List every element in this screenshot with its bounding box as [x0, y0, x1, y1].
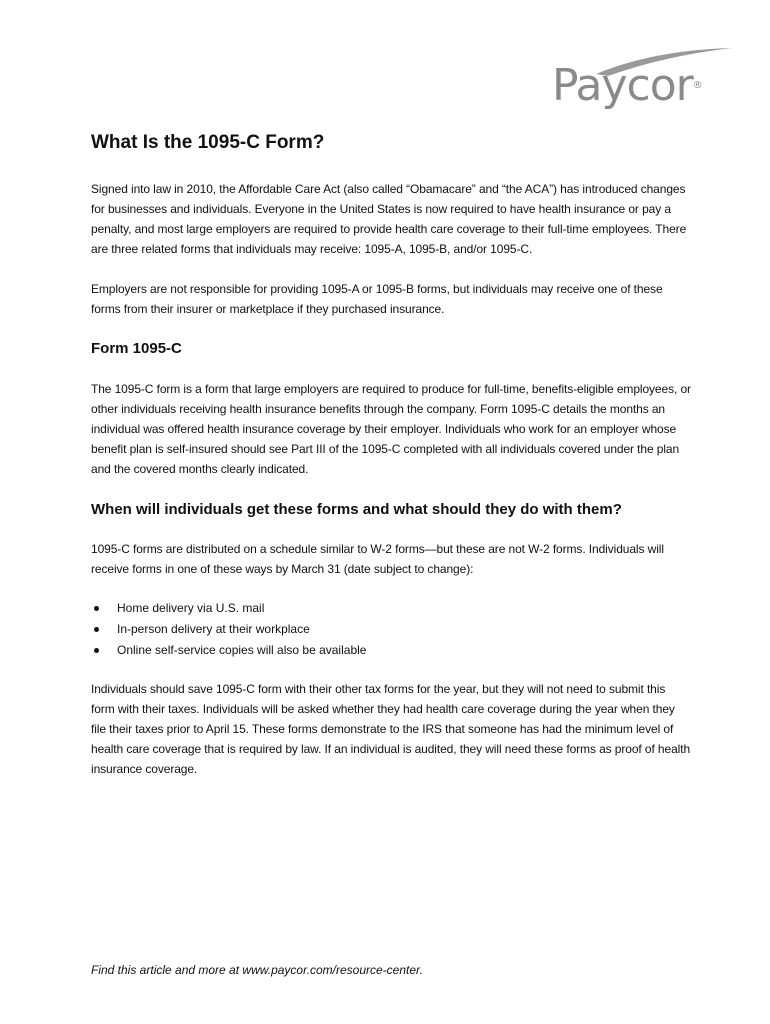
footer-note: Find this article and more at www.paycor.com/resource-center.: [91, 963, 423, 977]
when-heading: When will individuals get these forms and what should they do with them?: [91, 501, 622, 518]
delivery-methods-list: [91, 598, 691, 661]
list-item: In-person delivery at their workplace: [91, 619, 691, 640]
list-item: Online self-service copies will also be available: [91, 640, 691, 661]
article-body: [91, 130, 691, 779]
list-item: Home delivery via U.S. mail: [91, 598, 691, 619]
intro-paragraph-1: Signed into law in 2010, the Affordable Care Act (also called “Obamacare” and “the ACA”) has introduced changes for businesses and individuals. Everyone in the United States is now required to have health insurance or pay a penalty, and most large employers are required to provide health care coverage to their full-time employees. There are three related forms that individuals may receive: 1095-A, 1095-B, and/or 1095-C.: [91, 182, 687, 256]
when-paragraph: 1095-C forms are distributed on a schedule similar to W-2 forms—but these are not W-2 forms. Individuals will receive forms in one of these ways by March 31 (date subject to change):: [91, 542, 664, 576]
bullet-icon: [94, 627, 99, 632]
form-1095c-heading: Form 1095-C: [91, 340, 182, 357]
form-1095c-paragraph: The 1095-C form is a form that large employers are required to produce for full-time, benefits-eligible employees, or other individuals receiving health insurance benefits through the company. Form 1095-C details the months an individual was offered health insurance coverage by their employer. Individuals who work for an employer whose benefit plan is self-insured should see Part III of the 1095-C completed with all individuals covered under the plan and the covered months clearly indicated.: [91, 382, 691, 476]
bullet-icon: [94, 606, 99, 611]
paycor-logo: [548, 46, 738, 114]
bullet-icon: [94, 648, 99, 653]
logo-wordmark: Paycor®: [552, 60, 703, 111]
intro-paragraph-2: Employers are not responsible for providing 1095-A or 1095-B forms, but individuals may receive one of these forms from their insurer or marketplace if they purchased insurance.: [91, 282, 663, 316]
page-title: What Is the 1095-C Form?: [91, 132, 325, 153]
closing-paragraph: Individuals should save 1095-C form with their other tax forms for the year, but they will not need to submit this form with their taxes. Individuals will be asked whether they had health care coverage during the year when they file their taxes prior to April 15. These forms demonstrate to the IRS that someone has had the minimum level of health care coverage that is required by law. If an individual is audited, they will need these forms as proof of health insurance coverage.: [91, 682, 691, 776]
